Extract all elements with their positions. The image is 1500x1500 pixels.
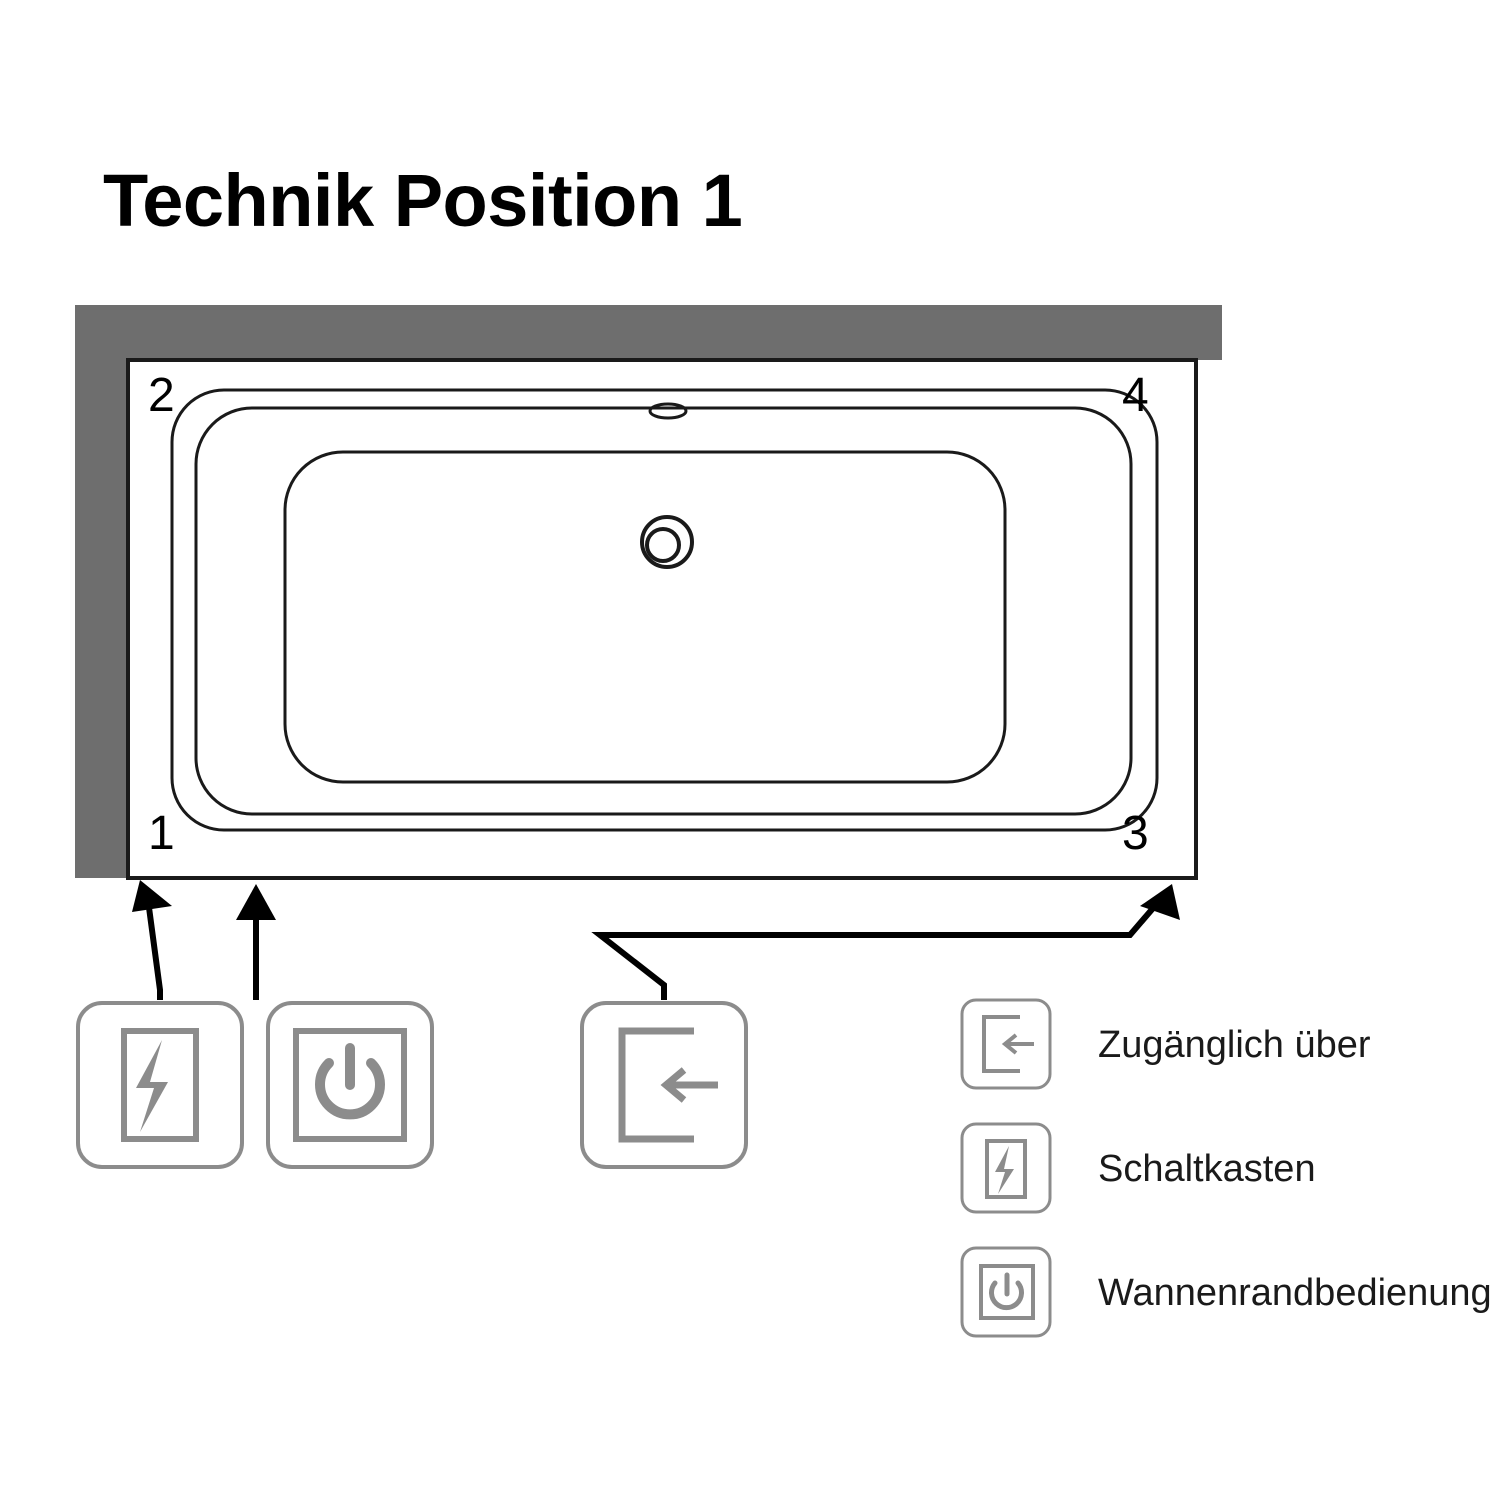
corner-number-4: 4	[1122, 369, 1149, 422]
page-title: Technik Position 1	[103, 159, 743, 242]
corner-number-3: 3	[1122, 807, 1149, 860]
legend-label-wannenrandbedienung: Wannenrandbedienung	[1098, 1272, 1492, 1314]
arrowheads	[132, 880, 1180, 920]
bathtub-outline	[128, 360, 1196, 878]
legend-label-schaltkasten: Schaltkasten	[1098, 1148, 1316, 1190]
callout-schaltkasten-icon	[78, 1003, 242, 1167]
callout-connectors	[148, 900, 1160, 1000]
corner-number-2: 2	[148, 369, 175, 422]
legend-wannenrandbedienung-icon	[962, 1248, 1050, 1336]
legend-zugang-icon	[962, 1000, 1050, 1088]
legend-schaltkasten-icon	[962, 1124, 1050, 1212]
legend-label-zugang: Zugänglich über	[1098, 1024, 1371, 1066]
corner-number-1: 1	[148, 807, 175, 860]
callout-wannenrandbedienung-icon	[268, 1003, 432, 1167]
callout-zugang-icon	[582, 1003, 746, 1167]
drain-circle-icon	[642, 517, 692, 567]
overflow-slot-icon	[650, 404, 686, 418]
